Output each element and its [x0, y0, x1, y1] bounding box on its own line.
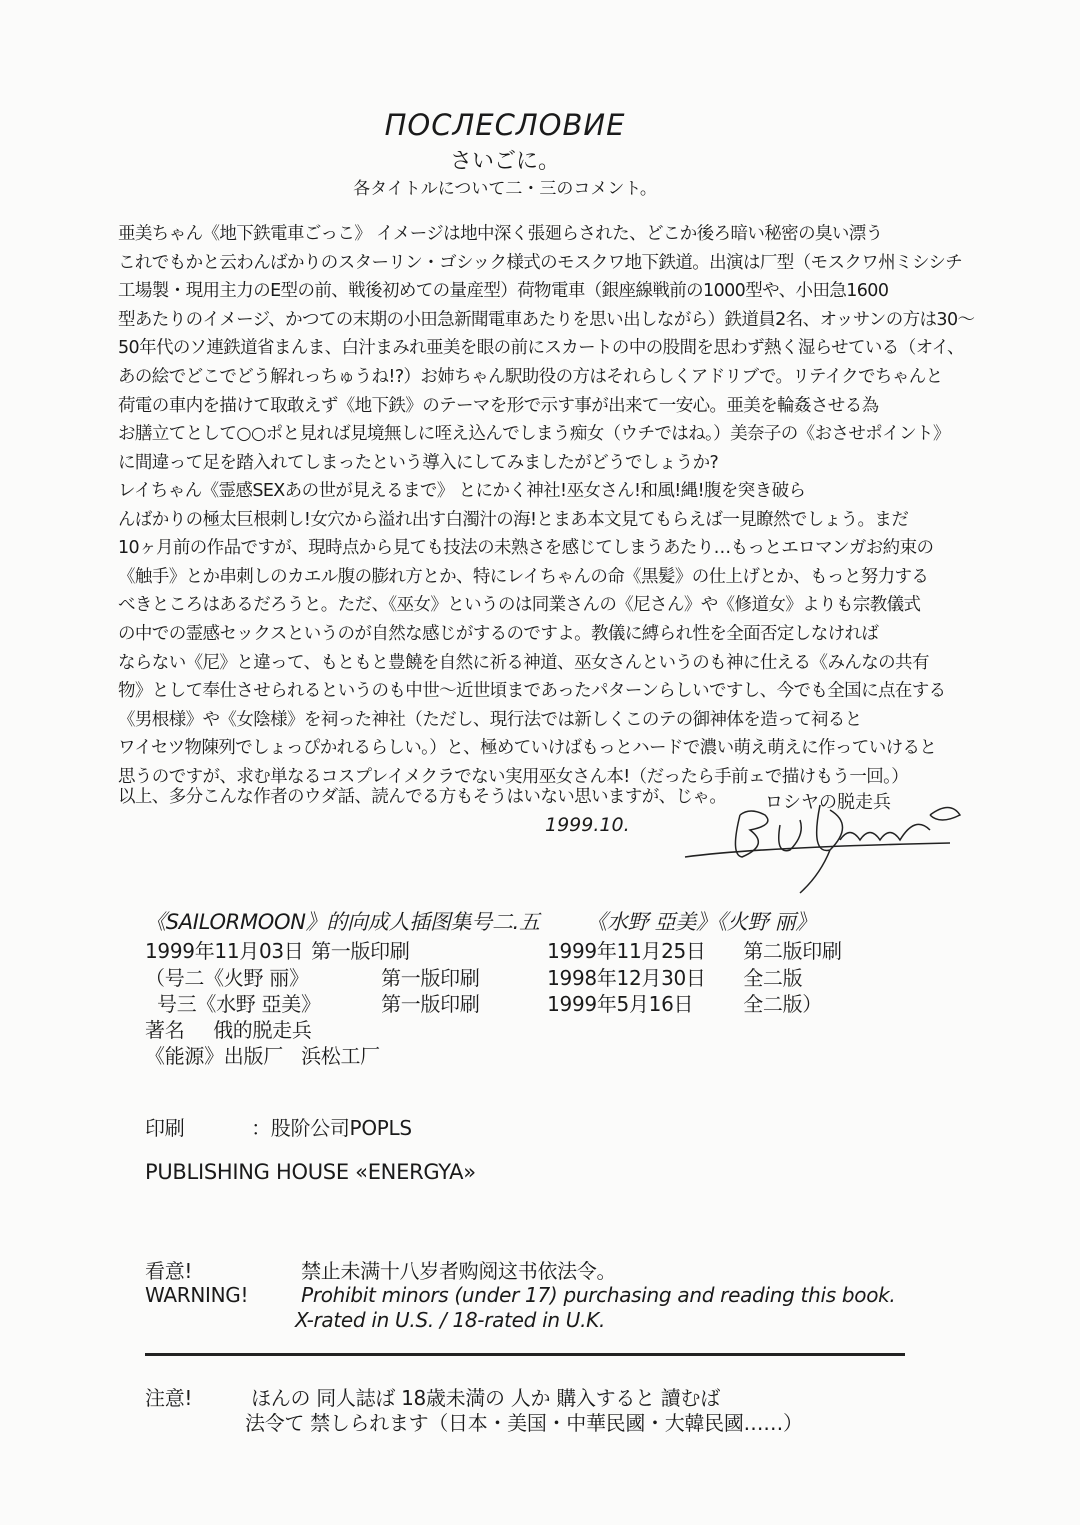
edition: 第一版印刷: [381, 966, 480, 990]
rating-line: X-rated in U.S. / 18-rated in U.K.: [295, 1308, 606, 1332]
label: 看意!: [145, 1259, 193, 1283]
value: 浜松工厂: [301, 1044, 380, 1068]
printer-line: [145, 1112, 412, 1141]
character-names: 《水野 亞美》《火野 丽》: [586, 910, 817, 934]
date: 1999年11月03日: [145, 939, 304, 963]
colophon-author: [145, 1014, 312, 1043]
text-line: 50年代のソ連鉄道省まんま、白汁まみれ亜美を眼の前にスカートの中の股間を思わず熱く湿らせている（オイ、: [118, 338, 964, 359]
warning-cn: [145, 1255, 616, 1284]
text-line: んばかりの極太巨根刺し!女穴から溢れ出す白濁汁の海!とまあ本文見てもらえば一見瞭然でしょう。まだ: [118, 509, 909, 530]
text: 禁止未满十八岁者购阅这书依法令。: [301, 1259, 617, 1283]
colophon-row-3: [145, 988, 822, 1017]
author-name: ロシヤの脱走兵: [765, 792, 891, 813]
printer-label: 印刷: [145, 1116, 185, 1140]
publishing-house: PUBLISHING HOUSE «ENERGYA»: [145, 1160, 476, 1184]
colophon-row-2: [145, 962, 802, 991]
text-line: 思うのですが、求む単なるコスプレイメクラでない実用巫女さん本!（だったら手前ェで描けもう一回。）: [118, 767, 909, 787]
colophon-publisher: [145, 1040, 380, 1069]
text-line: これでもかと云わんばかりのスターリン・ゴシック様式のモスクワ地下鉄道。出演は厂型（モスクワ州ミシシチ: [118, 252, 963, 273]
text-line: 型あたりのイメージ、かつての末期の小田急新聞電車あたりを思い出しながら）鉄道員2名、オッサンの方は30～: [118, 309, 975, 330]
text-line: お膳立てとして○○ポと見れば見境無しに咥え込んでしまう痴女（ウチではね。）美奈子の《おさせポイント》: [118, 424, 950, 445]
sign-date: 1999.10.: [545, 814, 630, 836]
page-subnote: 各タイトルについて二・三のコメント。: [353, 179, 657, 199]
date: 1998年12月30日: [547, 966, 706, 990]
text-line: 物》として奉仕させられるというのも中世～近世頃まであったパターンらしいですし、今でも全国に点在する: [118, 681, 946, 702]
issue: 号三《水野 亞美》: [157, 992, 321, 1016]
text-line: 10ヶ月前の作品ですが、現時点から見ても技法の未熟さを感じてしまうあたり…もっとエロマンガお約束の: [118, 538, 934, 559]
text-line: の中での霊感セックスというのが自然な感じがするのですよ。教儀に縛られ性を全面否定しなければ: [118, 624, 879, 644]
colophon-row-1: [145, 935, 842, 964]
label: 《能源》出版厂: [145, 1044, 283, 1068]
label: 著名: [145, 1018, 185, 1042]
text-line: レイちゃん《霊感SEXあの世が見えるまで》 とにかく神社!巫女さん!和風!縄!腹を突き破ら: [118, 481, 806, 501]
edition: 第一版印刷: [381, 992, 480, 1016]
text-line: 亜美ちゃん《地下鉄電車ごっこ》 イメージは地中深く張廻らされた、どこか後ろ暗い秘密の臭い漂う: [118, 224, 883, 244]
series-title: 《SAILORMOON》的向成人插图集号二.五: [145, 910, 540, 934]
edition: 全二版: [743, 966, 803, 990]
edition: 全二版）: [743, 992, 822, 1016]
text-line: べきところはあるだろうと。ただ、《巫女》というのは同業さんの《尼さん》や《修道女》よりも宗教儀式: [118, 595, 921, 616]
text-line: 《触手》とか串刺しのカエル腹の膨れ方とか、特にレイちゃんの命《黒髪》の仕上げとか、もっと努力する: [118, 566, 929, 587]
edition: 第二版印刷: [743, 939, 842, 963]
text-line: ワイセツ物陳列でしょっぴかれるらしい。）と、極めていけばもっとハードで濃い萌え萌えに作っていけると: [118, 738, 937, 759]
printer-value: ：股阶公司POPLS: [251, 1116, 412, 1140]
label: 注意!: [145, 1386, 193, 1410]
closing-line: 以上、多分こんな作者のウダ話、読んでる方もそうはいない思いますが、じゃ。: [118, 787, 727, 807]
divider: [145, 1353, 905, 1356]
notice-line-2: 法令て 禁しられます（日本・美国・中華民國・大韓民國……）: [245, 1411, 803, 1435]
colophon-title: [145, 906, 816, 936]
date: 1999年11月25日: [547, 939, 706, 963]
issue: （号二《火野 丽》: [145, 966, 309, 990]
date: 1999年5月16日: [547, 992, 694, 1016]
page-subtitle: さいごに。: [449, 149, 560, 174]
text: Prohibit minors (under 17) purchasing and reading this book.: [301, 1283, 896, 1307]
text-line: ならない《尼》と違って、もともと豊饒を自然に祈る神道、巫女さんというのも神に仕える《みんなの共有: [118, 652, 929, 673]
edition: 第一版印刷: [311, 939, 410, 963]
page-title: ПОСЛЕСЛОВИЕ: [384, 108, 626, 142]
warning-en: [145, 1283, 896, 1307]
handwritten-signature: [680, 795, 970, 895]
text-line: に間違って足を踏入れてしまったという導入にしてみましたがどうでしょうか?: [118, 452, 719, 473]
label: WARNING!: [145, 1283, 249, 1307]
text-line: 《男根様》や《女陰様》を祠った神社（ただし、現行法では新しくこのテの御神体を造って祠ると: [118, 709, 862, 730]
text: ほんの 同人誌ば 18歳未満の 人か 購入すると 讀むば: [251, 1386, 720, 1410]
value: 俄的脱走兵: [213, 1018, 312, 1042]
text-line: 工場製・現用主力のE型の前、戦後初めての量産型）荷物電車（銀座線戦前の1000型や、小田急1600: [118, 281, 889, 302]
text-line: 荷電の車内を描けて取敢えず《地下鉄》のテーマを形で示す事が出来て一安心。亜美を輪姦させる為: [118, 395, 879, 416]
text-line: あの絵でどこでどう解れっちゅうね!?）お姉ちゃん駅助役の方はそれらしくアドリブで。リテイクでちゃんと: [118, 367, 943, 387]
